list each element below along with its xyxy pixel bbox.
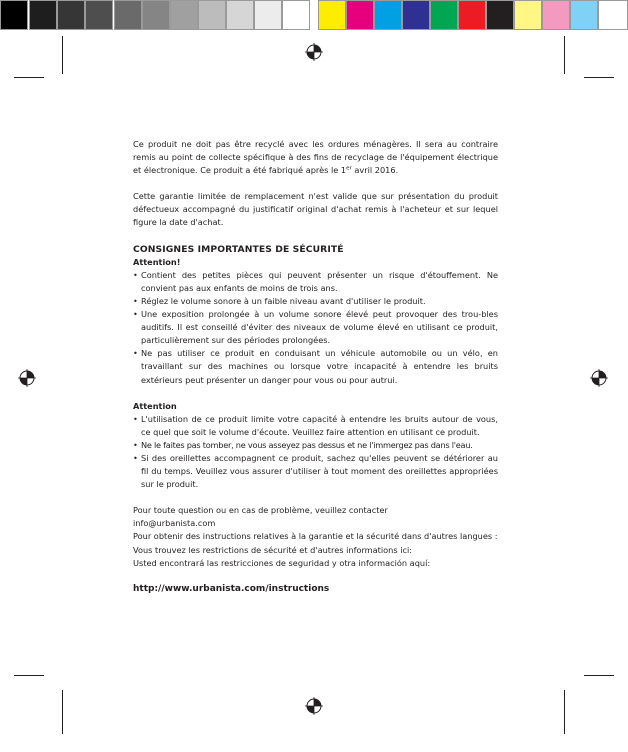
warranty-paragraph: Cette garantie limitée de remplacement n'est valide que sur présentation du produit défectueux accompagné du justificatif original d'achat remis à l'acheteur et sur lequel figure la date d'achat. — [133, 191, 498, 228]
recycling-date-text: avril 2016. — [351, 165, 399, 176]
ordinal-superscript: er — [346, 165, 352, 172]
color-swatch — [226, 0, 254, 30]
color-swatch — [374, 0, 402, 30]
crop-mark — [14, 77, 44, 78]
color-swatch — [114, 0, 142, 30]
crop-mark — [584, 77, 614, 78]
color-swatch — [458, 0, 486, 30]
color-swatch — [542, 0, 570, 30]
restrictions-text-es: Usted encontrará las restricciones de seguridad y otra información aquí: — [133, 557, 431, 568]
color-swatch — [142, 0, 170, 30]
registration-mark-icon — [590, 369, 608, 387]
crop-mark — [62, 690, 63, 734]
color-swatch — [430, 0, 458, 30]
instructions-link[interactable]: http://www.urbanista.com/instructions — [133, 583, 330, 594]
attention-label: Attention! — [133, 256, 181, 267]
color-swatch — [170, 0, 198, 30]
restrictions-text-fr: Vous trouvez les restrictions de sécurité et d'autres informations ici: — [133, 544, 413, 555]
registration-mark-icon — [18, 369, 36, 387]
safety-heading: CONSIGNES IMPORTANTES DE SÉCURITÉ — [133, 243, 344, 255]
safety-bullet-list — [133, 269, 498, 387]
recycling-paragraph — [133, 138, 498, 177]
instructions-text: Pour obtenir des instructions relatives à la garantie et la sécurité dans d'autres langues : — [133, 531, 498, 542]
list-item: • Si des oreillettes accompagnent ce produit, sachez qu'elles peuvent se détériorer au fil du temps. Veuillez vous assurer d'utiliser à tout moment des oreillettes appropriées sur le produit. — [133, 452, 498, 491]
color-swatch — [254, 0, 282, 30]
list-item: • Ne pas utiliser ce produit en conduisant un véhicule automobile ou un vélo, en travaillant sur des machines ou lorsque votre incapacité à entendre les bruits extérieurs peut présenter un danger pour vous ou pour autrui. — [133, 347, 498, 386]
list-item: • Contient des petites pièces qui peuvent présenter un risque d'étouffement. Ne convient pas aux enfants de moins de trois ans. — [133, 269, 498, 295]
color-swatch — [85, 0, 113, 30]
registration-mark-icon — [305, 697, 323, 715]
color-swatch — [29, 0, 57, 30]
registration-mark-icon — [305, 43, 323, 61]
color-swatch — [598, 0, 628, 30]
color-swatch — [57, 0, 85, 30]
crop-mark — [14, 675, 44, 676]
color-swatch — [282, 0, 310, 30]
color-calibration-bar — [0, 0, 628, 31]
list-item: • Une exposition prolongée à un volume sonore élevé peut provoquer des trou-bles auditifs. Il est conseillé d'éviter des niveaux de volume élevé en utilisant ce produit, particulièrement sur des périodes prolongées. — [133, 308, 498, 347]
attention-bullet-list — [133, 413, 498, 492]
attention-label: Attention — [133, 400, 177, 411]
contact-text: Pour toute question ou en cas de problème, veuillez contacter — [133, 505, 388, 516]
color-swatch — [346, 0, 374, 30]
contact-email[interactable]: info@urbanista.com — [133, 518, 216, 529]
color-swatch — [570, 0, 598, 30]
color-swatch — [318, 0, 346, 30]
color-swatch — [0, 0, 28, 30]
list-item: • Réglez le volume sonore à un faible niveau avant d'utiliser le produit. — [133, 295, 498, 308]
recycling-text: Ce produit ne doit pas être recyclé avec les ordures ménagères. Il sera au contraire remis au point de collecte spécifique à des fins de recyclage de l'équipement électrique et électronique. Ce produit a été fabriqué après le 1 — [133, 139, 498, 176]
crop-mark — [564, 690, 565, 734]
color-swatch — [514, 0, 542, 30]
crop-mark — [564, 36, 565, 74]
list-item: • Ne le faites pas tomber, ne vous asseyez pas dessus et ne l'immergez pas dans l'eau. — [133, 439, 498, 452]
color-swatch — [402, 0, 430, 30]
list-item: • L'utilisation de ce produit limite votre capacité à entendre les bruits autour de vous, ce quel que soit le volume d'écoute. Veuillez faire attention en utilisant ce produit. — [133, 413, 498, 439]
crop-mark — [584, 675, 614, 676]
crop-mark — [62, 36, 63, 74]
color-swatch — [486, 0, 514, 30]
color-swatch — [198, 0, 226, 30]
document-body — [133, 138, 498, 596]
